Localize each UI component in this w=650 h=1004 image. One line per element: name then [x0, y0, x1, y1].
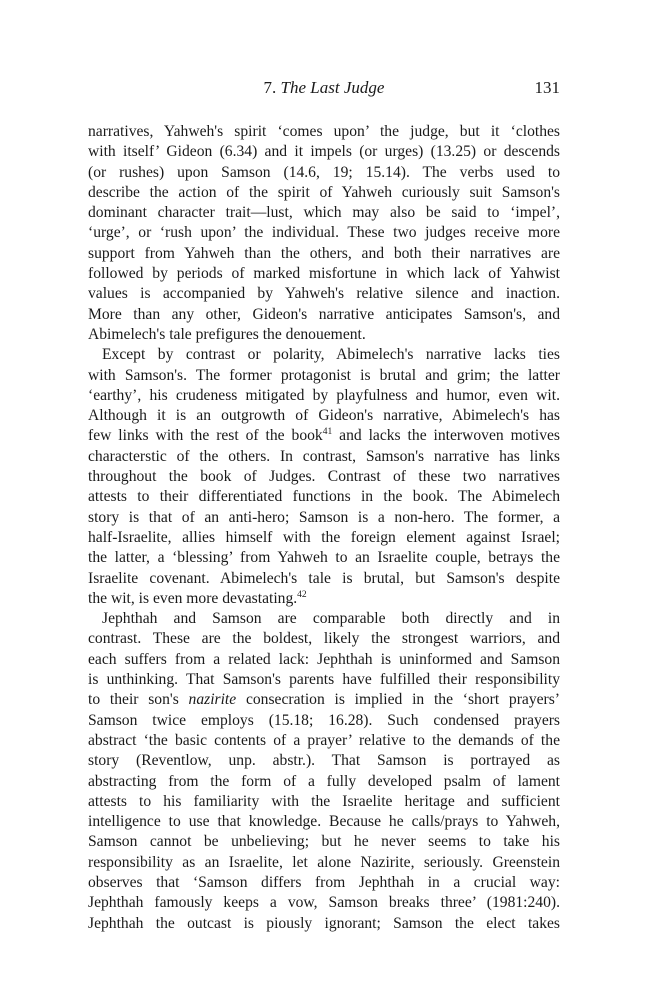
text-line-with-footnote [88, 589, 560, 609]
text-line: describe the action of the spirit of Yahweh curiously suit Samson's [88, 183, 560, 201]
text-line: narratives, Yahweh's spirit ‘comes upon’ the judge, but it ‘clothes [88, 123, 560, 140]
chapter-number: 7. [263, 78, 277, 97]
text-line: with itself’ Gideon (6.34) and it impels (or urges) (13.25) or descends [88, 143, 560, 161]
running-head [88, 78, 560, 98]
text-line: Samson cannot be unbelieving; but he never seems to take his [88, 833, 560, 851]
running-header [88, 78, 560, 102]
text-line: dominant character trait—lust, which may also be said to ‘impel’, [88, 204, 560, 222]
text-line: intelligence to use that knowledge. Because he calls/prays to Yahweh, [88, 813, 560, 831]
text-line: responsibility as an Israelite, let alone Nazirite, seriously. Greenstein [88, 853, 560, 871]
text-line: Jephthah famously keeps a vow, Samson breaks three’ (1981:240). [88, 894, 560, 912]
page-number: 131 [534, 78, 560, 97]
text-line: abstracting from the form of a fully developed psalm of lament [88, 772, 560, 790]
text-line-with-footnote [88, 426, 560, 446]
text-line: attests to his familiarity with the Israelite heritage and sufficient [88, 792, 560, 810]
chapter-title: The Last Judge [280, 78, 385, 97]
text-line: Abimelech's tale prefigures the denouement. [88, 325, 366, 343]
text-line: Although it is an outgrowth of Gideon's narrative, Abimelech's has [88, 407, 560, 425]
text-segment: few links with the rest of the book [88, 427, 323, 445]
text-line: half-Israelite, allies himself with the foreign element against Israel; [88, 528, 560, 546]
text-line: abstract ‘the basic contents of a prayer’ relative to the demands of the [88, 731, 560, 749]
text-line: support from Yahweh than the others, and both their narratives are [88, 244, 560, 262]
text-line: ‘urge’, or ‘rush upon’ the individual. These two judges receive more [88, 224, 560, 242]
body-text [88, 122, 560, 934]
text-line: Except by contrast or polarity, Abimelech's narrative lacks ties [102, 346, 560, 364]
text-line: Jephthah and Samson are comparable both directly and in [102, 610, 560, 628]
text-segment: and lacks the interwoven motives [332, 427, 560, 445]
text-line: contrast. These are the boldest, likely the strongest warriors, and [88, 630, 560, 648]
text-line: with Samson's. The former protagonist is brutal and grim; the latter [88, 366, 560, 384]
text-line: attests to their differentiated functions in the book. The Abimelech [88, 488, 560, 506]
text-line: More than any other, Gideon's narrative anticipates Samson's, and [88, 305, 560, 323]
text-line: (or rushes) upon Samson (14.6, 19; 15.14). The verbs used to [88, 163, 560, 181]
text-line: Israelite covenant. Abimelech's tale is brutal, but Samson's despite [88, 569, 560, 587]
text-line: story (Reventlow, unp. abstr.). That Samson is portrayed as [88, 752, 560, 770]
italic-term-nazirite: nazirite [188, 691, 237, 709]
footnote-ref-41: 41 [322, 427, 333, 438]
text-line-with-italic [88, 690, 560, 710]
text-segment: to their son's [88, 691, 189, 709]
text-line: followed by periods of marked misfortune in which lack of Yahwist [88, 265, 560, 283]
text-segment: consecration is implied in the ‘short prayers’ [236, 691, 560, 709]
text-line: each suffers from a related lack: Jephthah is uninformed and Samson [88, 650, 560, 668]
text-line: Samson twice employs (15.18; 16.28). Such condensed prayers [88, 711, 560, 729]
text-line: the latter, a ‘blessing’ from Yahweh to an Israelite couple, betrays the [88, 549, 560, 567]
text-line: Jephthah the outcast is piously ignorant; Samson the elect takes [88, 914, 560, 932]
text-line: values is accompanied by Yahweh's relative silence and inaction. [88, 285, 560, 303]
text-line: observes that ‘Samson differs from Jephthah in a crucial way: [88, 873, 560, 891]
text-line: throughout the book of Judges. Contrast of these two narratives [88, 468, 560, 486]
footnote-ref-42: 42 [297, 589, 307, 600]
text-segment: the wit, is even more devastating. [88, 589, 298, 607]
text-line: characterstic of the others. In contrast, Samson's narrative has links [88, 447, 560, 465]
text-line: is unthinking. That Samson's parents have fulfilled their responsibility [88, 671, 560, 689]
text-line: ‘earthy’, his crudeness mitigated by playfulness and humor, even wit. [88, 386, 560, 404]
text-line: story is that of an anti-hero; Samson is a non-hero. The former, a [88, 508, 560, 526]
